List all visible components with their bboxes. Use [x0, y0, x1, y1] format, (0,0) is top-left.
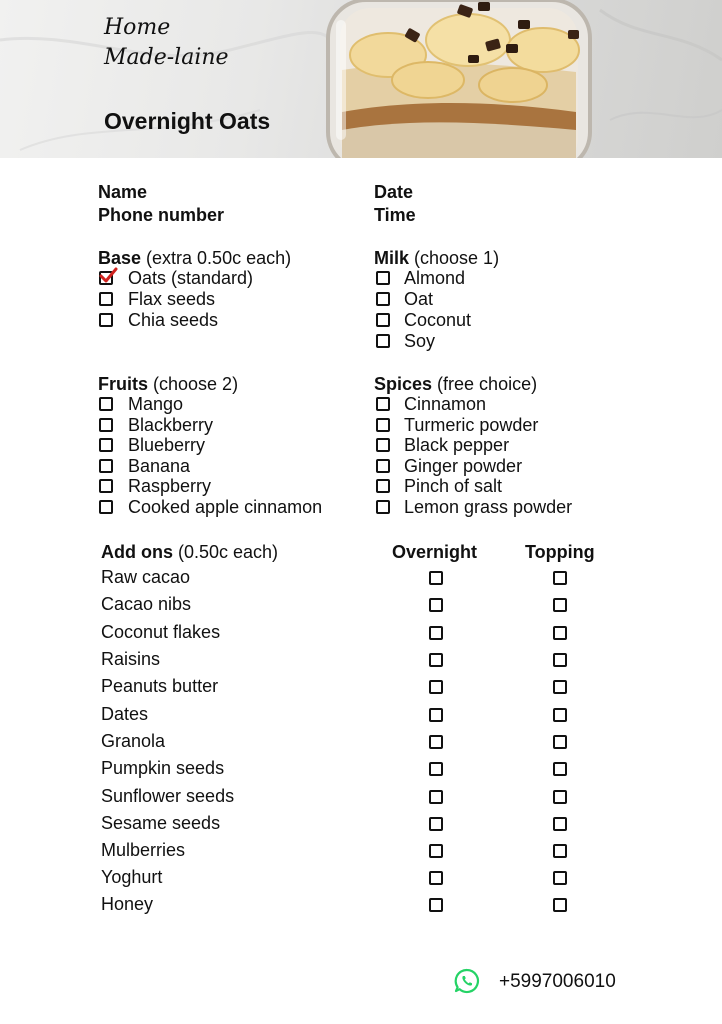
- addon-overnight-checkbox[interactable]: [429, 790, 443, 804]
- time-field-label[interactable]: Time: [374, 205, 416, 225]
- addon-label: Sunflower seeds: [101, 786, 235, 806]
- spice-option-label: Cinnamon: [404, 394, 487, 414]
- page-title: Overnight Oats: [104, 108, 271, 134]
- phone-field-label[interactable]: Phone number: [98, 205, 225, 225]
- addon-topping-checkbox[interactable]: [553, 653, 567, 667]
- addons-note: (0.50c each): [173, 542, 279, 562]
- addon-topping-checkbox[interactable]: [553, 817, 567, 831]
- addon-label: Raw cacao: [101, 567, 191, 587]
- milk-option-label: Soy: [404, 331, 436, 351]
- milk-option-checkbox[interactable]: [376, 313, 390, 327]
- overnight-column-header: Overnight: [392, 542, 478, 562]
- fruit-option-label: Raspberry: [128, 476, 212, 496]
- spice-option-checkbox[interactable]: [376, 438, 390, 452]
- addon-label: Cacao nibs: [101, 594, 192, 614]
- brand-line-1: Home: [104, 15, 171, 40]
- addon-label: Peanuts butter: [101, 676, 219, 696]
- fruit-option-label: Banana: [128, 456, 191, 476]
- addon-overnight-checkbox[interactable]: [429, 735, 443, 749]
- spices-note: (free choice): [432, 374, 538, 394]
- milk-note: (choose 1): [409, 248, 500, 268]
- base-option-label: Flax seeds: [128, 289, 216, 309]
- fruit-option-checkbox[interactable]: [99, 459, 113, 473]
- addons-label: Add ons: [101, 542, 173, 562]
- addon-topping-checkbox[interactable]: [553, 708, 567, 722]
- fruit-option-checkbox[interactable]: [99, 500, 113, 514]
- addon-topping-checkbox[interactable]: [553, 626, 567, 640]
- addon-overnight-checkbox[interactable]: [429, 626, 443, 640]
- milk-option-checkbox[interactable]: [376, 292, 390, 306]
- addon-topping-checkbox[interactable]: [553, 844, 567, 858]
- spice-option-checkbox[interactable]: [376, 418, 390, 432]
- spice-option-label: Ginger powder: [404, 456, 523, 476]
- addon-label: Sesame seeds: [101, 813, 221, 833]
- addon-overnight-checkbox[interactable]: [429, 898, 443, 912]
- check-mark-icon: [99, 267, 119, 285]
- base-option-checkbox[interactable]: [99, 292, 113, 306]
- addon-topping-checkbox[interactable]: [553, 898, 567, 912]
- addon-label: Raisins: [101, 649, 161, 669]
- addon-topping-checkbox[interactable]: [553, 680, 567, 694]
- spices-label: Spices: [374, 374, 433, 394]
- fruit-option-label: Blackberry: [128, 415, 214, 435]
- addon-overnight-checkbox[interactable]: [429, 844, 443, 858]
- milk-option-checkbox[interactable]: [376, 334, 390, 348]
- addon-topping-checkbox[interactable]: [553, 762, 567, 776]
- spice-option-checkbox[interactable]: [376, 479, 390, 493]
- addon-overnight-checkbox[interactable]: [429, 762, 443, 776]
- spice-option-checkbox[interactable]: [376, 459, 390, 473]
- addon-overnight-checkbox[interactable]: [429, 680, 443, 694]
- addon-topping-checkbox[interactable]: [553, 871, 567, 885]
- spices-heading: [374, 374, 537, 394]
- footer-phone-number[interactable]: +5997006010: [499, 971, 616, 992]
- milk-heading: [374, 248, 499, 268]
- milk-option-label: Almond: [404, 268, 466, 288]
- addon-overnight-checkbox[interactable]: [429, 598, 443, 612]
- fruits-label: Fruits: [98, 374, 149, 394]
- addon-topping-checkbox[interactable]: [553, 598, 567, 612]
- fruit-option-checkbox[interactable]: [99, 479, 113, 493]
- date-field-label[interactable]: Date: [374, 182, 414, 202]
- addon-label: Dates: [101, 704, 149, 724]
- brand-line-2: Made-laine: [104, 45, 229, 70]
- base-heading: [98, 248, 291, 268]
- addon-label: Yoghurt: [101, 867, 163, 887]
- base-label: Base: [98, 248, 142, 268]
- addon-overnight-checkbox[interactable]: [429, 817, 443, 831]
- fruits-heading: [98, 374, 238, 394]
- fruit-option-label: Blueberry: [128, 435, 206, 455]
- milk-option-checkbox[interactable]: [376, 271, 390, 285]
- brand-name: [104, 13, 229, 73]
- spice-option-checkbox[interactable]: [376, 397, 390, 411]
- milk-label: Milk: [374, 248, 410, 268]
- addon-label: Coconut flakes: [101, 622, 221, 642]
- addon-overnight-checkbox[interactable]: [429, 708, 443, 722]
- spice-option-label: Pinch of salt: [404, 476, 503, 496]
- jar-of-overnight-oats-image: [318, 0, 618, 158]
- spice-option-label: Lemon grass powder: [404, 497, 573, 517]
- topping-column-header: Topping: [525, 542, 595, 562]
- fruit-option-label: Mango: [128, 394, 184, 414]
- addon-label: Pumpkin seeds: [101, 758, 225, 778]
- spice-option-checkbox[interactable]: [376, 500, 390, 514]
- spice-option-label: Turmeric powder: [404, 415, 539, 435]
- addon-overnight-checkbox[interactable]: [429, 871, 443, 885]
- addon-topping-checkbox[interactable]: [553, 571, 567, 585]
- base-option-checkbox[interactable]: [99, 271, 113, 285]
- spice-option-label: Black pepper: [404, 435, 510, 455]
- header-banner: [0, 0, 722, 158]
- addons-heading: [101, 542, 278, 562]
- addon-topping-checkbox[interactable]: [553, 735, 567, 749]
- fruit-option-checkbox[interactable]: [99, 438, 113, 452]
- milk-option-label: Oat: [404, 289, 434, 309]
- addon-topping-checkbox[interactable]: [553, 790, 567, 804]
- addon-label: Honey: [101, 894, 154, 914]
- fruit-option-checkbox[interactable]: [99, 418, 113, 432]
- fruit-option-checkbox[interactable]: [99, 397, 113, 411]
- fruit-option-label: Cooked apple cinnamon: [128, 497, 323, 517]
- addon-overnight-checkbox[interactable]: [429, 653, 443, 667]
- name-field-label[interactable]: Name: [98, 182, 148, 202]
- addon-label: Mulberries: [101, 840, 186, 860]
- base-option-checkbox[interactable]: [99, 313, 113, 327]
- addon-overnight-checkbox[interactable]: [429, 571, 443, 585]
- base-option-label: Chia seeds: [128, 310, 219, 330]
- milk-option-label: Coconut: [404, 310, 472, 330]
- base-note: (extra 0.50c each): [141, 248, 292, 268]
- base-option-label: Oats (standard): [128, 268, 254, 288]
- whatsapp-icon[interactable]: [454, 968, 480, 994]
- addon-label: Granola: [101, 731, 166, 751]
- fruits-note: (choose 2): [148, 374, 239, 394]
